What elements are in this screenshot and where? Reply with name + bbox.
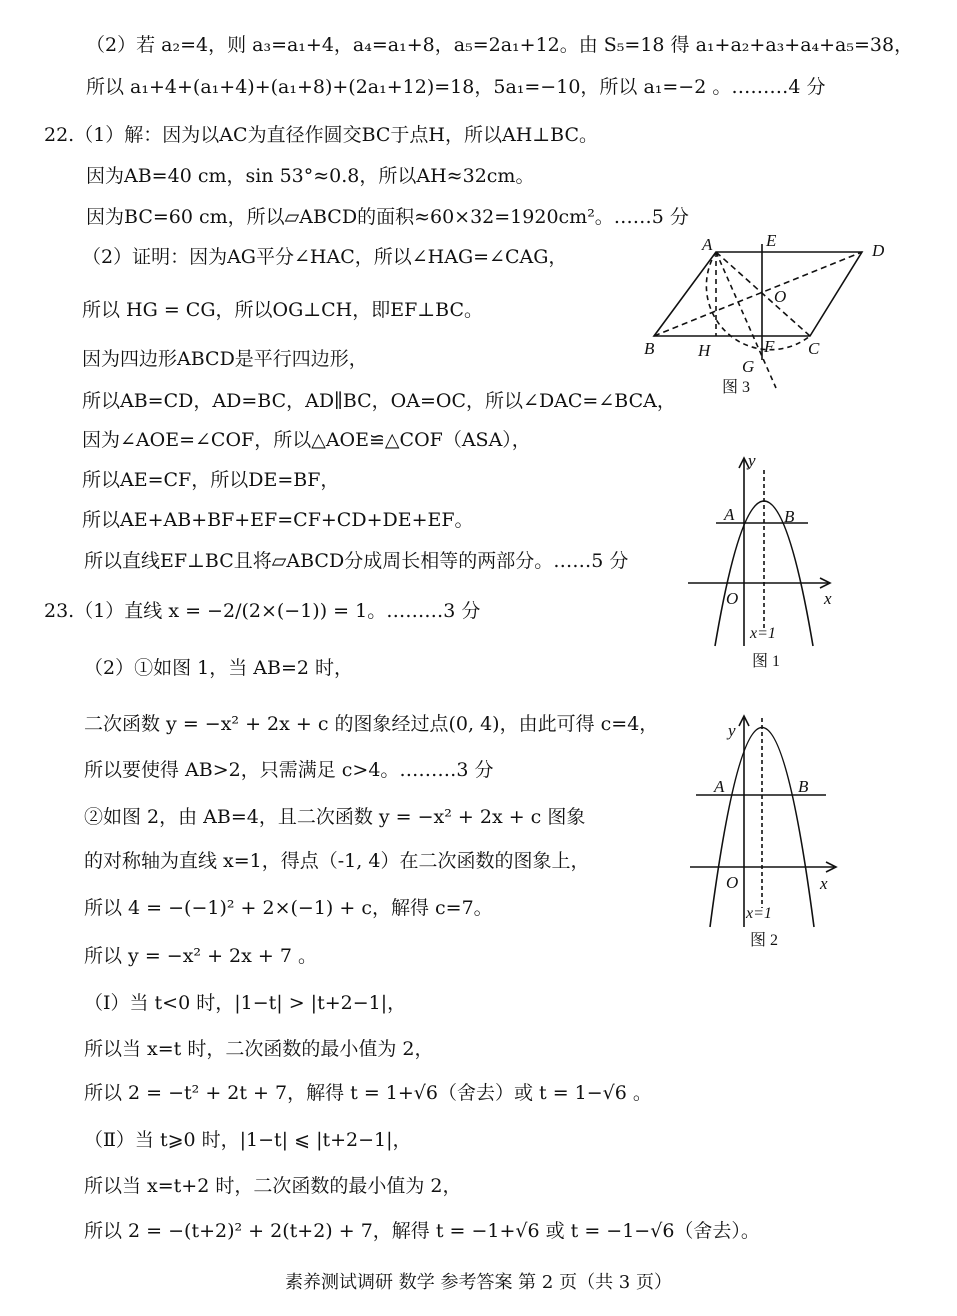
- label-x: x: [824, 589, 832, 608]
- label-a: A: [702, 235, 713, 254]
- figure-caption: 图 2: [750, 932, 779, 949]
- label-x: x: [820, 874, 828, 893]
- text-line: 因为四边形ABCD是平行四边形，: [82, 348, 368, 370]
- label-a: A: [724, 505, 735, 524]
- label-symmetry: x=1: [750, 625, 776, 642]
- figure-1: [680, 450, 850, 675]
- label-symmetry: x=1: [746, 905, 772, 922]
- label-c: C: [808, 339, 820, 358]
- text-line: 因为∠AOE=∠COF，所以△AOE≌△COF（ASA），: [82, 429, 531, 451]
- text-line: 23.（1）直线 x = −2/(2×(−1)) = 1。………3 分: [44, 600, 481, 622]
- label-b: B: [798, 777, 809, 796]
- figure-2: [686, 712, 856, 952]
- text-line: 因为AB=40 cm，sin 53°≈0.8，所以AH≈32cm。: [86, 165, 535, 187]
- text-line: 所以当 x=t+2 时，二次函数的最小值为 2，: [84, 1175, 462, 1197]
- label-b: B: [784, 507, 795, 526]
- text-line: ②如图 2，由 AB=4，且二次函数 y = −x² + 2x + c 图象: [84, 806, 586, 828]
- semicircle-arc: [706, 252, 810, 350]
- text-line: 所以 HG = CG，所以OG⊥CH，即EF⊥BC。: [82, 299, 484, 321]
- text-line: 所以 4 = −(−1)² + 2×(−1) + c，解得 c=7。: [84, 897, 493, 919]
- text-line: 因为BC=60 cm，所以▱ABCD的面积≈60×32=1920cm²。……5 分: [86, 206, 689, 228]
- text-line: （2）证明：因为AG平分∠HAC，所以∠HAG=∠CAG，: [82, 246, 568, 268]
- page-footer: 素养测试调研 数学 参考答案 第 2 页（共 3 页）: [285, 1272, 672, 1293]
- label-b: B: [644, 339, 655, 358]
- text-line: 二次函数 y = −x² + 2x + c 的图象经过点(0, 4)，由此可得 c=4，: [84, 713, 659, 735]
- text-line: 所以AB=CD，AD=BC，AD∥BC，OA=OC，所以∠DAC=∠BCA，: [82, 390, 676, 412]
- parabola: [710, 728, 814, 928]
- text-line: 所以当 x=t 时，二次函数的最小值为 2，: [84, 1038, 434, 1060]
- text-line: 的对称轴为直线 x=1，得点（-1, 4）在二次函数的图象上，: [84, 850, 590, 872]
- text-line: 22.（1）解：因为以AC为直径作圆交BC于点H，所以AH⊥BC。: [44, 124, 598, 146]
- text-line: （Ⅱ）当 t⩾0 时，|1−t| ⩽ |t+2−1|，: [84, 1129, 412, 1151]
- text-line: 所以AE=CF，所以DE=BF，: [82, 469, 340, 491]
- text-line: 所以 y = −x² + 2x + 7 。: [84, 945, 317, 967]
- text-line: 所以 2 = −t² + 2t + 7，解得 t = 1+√6（舍去）或 t = 1−√6 。: [84, 1082, 652, 1104]
- label-d: D: [872, 241, 885, 260]
- label-a: A: [714, 777, 725, 796]
- figure-caption: 图 1: [752, 653, 781, 670]
- label-o: O: [774, 287, 787, 306]
- text-line: 所以直线EF⊥BC且将▱ABCD分成周长相等的两部分。……5 分: [84, 550, 629, 572]
- text-line: 所以AE+AB+BF+EF=CF+CD+DE+EF。: [82, 509, 474, 531]
- label-origin: O: [726, 873, 739, 892]
- label-y: y: [748, 451, 756, 470]
- label-f: F: [764, 337, 775, 356]
- text-line: （Ⅰ）当 t<0 时，|1−t| > |t+2−1|，: [84, 992, 407, 1014]
- text-line: （2）①如图 1，当 AB=2 时，: [84, 657, 353, 679]
- figure-3: [640, 230, 900, 400]
- label-e: E: [766, 231, 777, 250]
- label-y: y: [728, 721, 736, 740]
- text-line: 所以 a₁+4+(a₁+4)+(a₁+8)+(2a₁+12)=18，5a₁=−10，所以 a₁=−2 。………4 分: [86, 76, 826, 98]
- text-line: （2）若 a₂=4，则 a₃=a₁+4，a₄=a₁+8，a₅=2a₁+12。由 S₅=18 得 a₁+a₂+a₃+a₄+a₅=38，: [86, 34, 914, 56]
- text-line: 所以 2 = −(t+2)² + 2(t+2) + 7，解得 t = −1+√6 或 t = −1−√6（舍去）。: [84, 1220, 760, 1242]
- text-line: 所以要使得 AB>2，只需满足 c>4。………3 分: [84, 759, 494, 781]
- label-h: H: [698, 341, 711, 360]
- figure-caption: 图 3: [722, 379, 751, 396]
- label-origin: O: [726, 589, 739, 608]
- diagonal-ac: [716, 252, 810, 336]
- label-g: G: [742, 357, 755, 376]
